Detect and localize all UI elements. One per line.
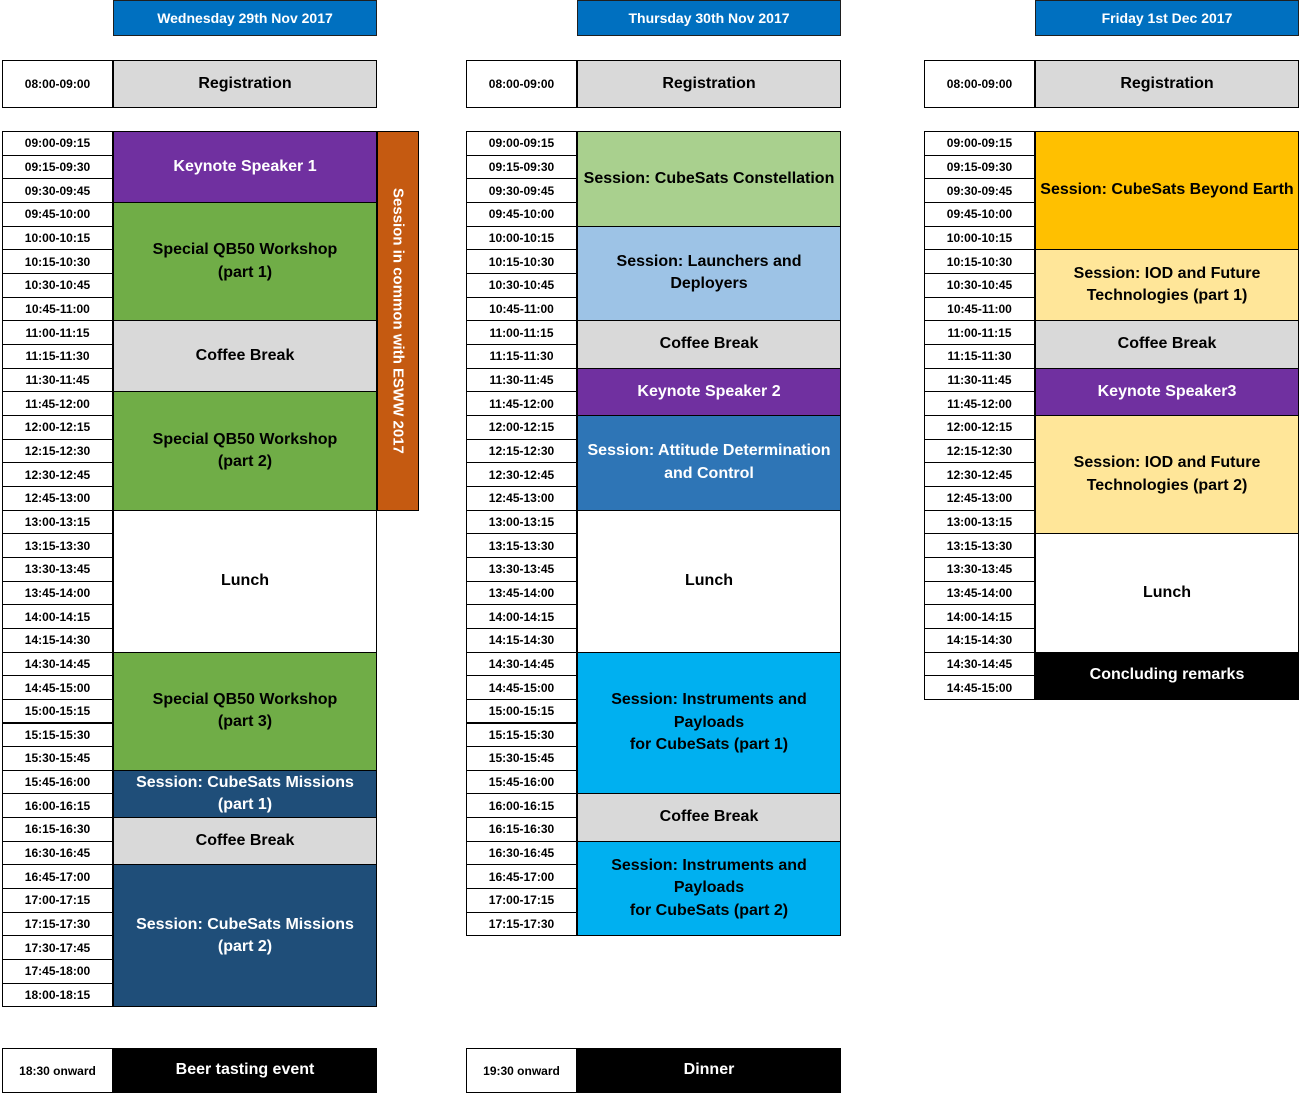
time-slot: 09:00-09:15	[2, 131, 113, 156]
time-slot: 13:15-13:30	[2, 533, 113, 558]
time-slot: 14:00-14:15	[466, 604, 577, 629]
time-slot: 15:00-15:15	[466, 699, 577, 724]
time-slot: 12:30-12:45	[466, 462, 577, 487]
evening-time: 18:30 onward	[2, 1048, 113, 1093]
session-block: Session: CubeSats Beyond Earth	[1035, 131, 1299, 250]
time-slot: 10:00-10:15	[466, 226, 577, 251]
time-slot: 10:45-11:00	[2, 297, 113, 322]
session-block: Session: Launchers and Deployers	[577, 226, 841, 322]
time-slot: 09:15-09:30	[466, 155, 577, 180]
evening-event: Beer tasting event	[113, 1048, 377, 1093]
time-slot: 17:00-17:15	[466, 888, 577, 913]
session-block: Keynote Speaker 2	[577, 368, 841, 416]
registration-block: Registration	[577, 60, 841, 108]
time-slot: 13:45-14:00	[924, 581, 1035, 606]
session-block: Special QB50 Workshop (part 2)	[113, 391, 377, 510]
time-slot: 16:45-17:00	[466, 864, 577, 889]
day-header: Friday 1st Dec 2017	[1035, 0, 1299, 36]
time-slot: 16:30-16:45	[466, 841, 577, 866]
registration-time: 08:00-09:00	[924, 60, 1035, 108]
time-slot: 10:30-10:45	[924, 273, 1035, 298]
registration-block: Registration	[1035, 60, 1299, 108]
time-slot: 12:15-12:30	[466, 439, 577, 464]
time-slot: 11:15-11:30	[2, 344, 113, 369]
session-block: Coffee Break	[577, 793, 841, 841]
time-slot: 15:15-15:30	[2, 723, 113, 748]
session-block: Session: IOD and Future Technologies (part 2)	[1035, 415, 1299, 534]
time-slot: 16:30-16:45	[2, 841, 113, 866]
time-slot: 14:30-14:45	[466, 652, 577, 677]
time-slot: 15:15-15:30	[466, 723, 577, 748]
time-slot: 11:30-11:45	[2, 368, 113, 393]
session-block: Session: CubeSats Constellation	[577, 131, 841, 227]
time-slot: 17:15-17:30	[2, 912, 113, 937]
time-slot: 15:00-15:15	[2, 699, 113, 724]
time-slot: 10:15-10:30	[466, 249, 577, 274]
session-block: Coffee Break	[113, 817, 377, 865]
time-slot: 10:15-10:30	[924, 249, 1035, 274]
time-slot: 13:30-13:45	[924, 557, 1035, 582]
session-block: Session: Instruments and Payloads for CubeSats (part 2)	[577, 841, 841, 937]
time-slot: 13:30-13:45	[2, 557, 113, 582]
time-slot: 11:30-11:45	[924, 368, 1035, 393]
time-slot: 17:15-17:30	[466, 912, 577, 937]
time-slot: 09:30-09:45	[466, 178, 577, 203]
session-block: Lunch	[1035, 533, 1299, 652]
time-slot: 14:15-14:30	[2, 628, 113, 653]
session-block: Lunch	[577, 510, 841, 653]
time-slot: 12:00-12:15	[466, 415, 577, 440]
evening-time: 19:30 onward	[466, 1048, 577, 1093]
session-block: Special QB50 Workshop (part 3)	[113, 652, 377, 771]
time-slot: 12:30-12:45	[924, 462, 1035, 487]
time-slot: 16:00-16:15	[2, 793, 113, 818]
session-block: Keynote Speaker3	[1035, 368, 1299, 416]
time-slot: 11:30-11:45	[466, 368, 577, 393]
time-slot: 12:00-12:15	[2, 415, 113, 440]
time-slot: 11:00-11:15	[466, 320, 577, 345]
time-slot: 13:00-13:15	[924, 510, 1035, 535]
time-slot: 09:15-09:30	[2, 155, 113, 180]
time-slot: 13:15-13:30	[466, 533, 577, 558]
time-slot: 09:45-10:00	[924, 202, 1035, 227]
session-block: Session: IOD and Future Technologies (part 1)	[1035, 249, 1299, 321]
session-block: Coffee Break	[113, 320, 377, 392]
time-slot: 12:15-12:30	[2, 439, 113, 464]
time-slot: 13:45-14:00	[2, 581, 113, 606]
time-slot: 14:45-15:00	[466, 675, 577, 700]
time-slot: 10:45-11:00	[466, 297, 577, 322]
time-slot: 17:45-18:00	[2, 959, 113, 984]
time-slot: 15:30-15:45	[2, 746, 113, 771]
time-slot: 14:30-14:45	[2, 652, 113, 677]
time-slot: 16:00-16:15	[466, 793, 577, 818]
time-slot: 10:30-10:45	[466, 273, 577, 298]
time-slot: 09:15-09:30	[924, 155, 1035, 180]
session-block: Keynote Speaker 1	[113, 131, 377, 203]
time-slot: 10:00-10:15	[2, 226, 113, 251]
evening-event: Dinner	[577, 1048, 841, 1093]
time-slot: 17:30-17:45	[2, 935, 113, 960]
time-slot: 12:45-13:00	[2, 486, 113, 511]
registration-time: 08:00-09:00	[2, 60, 113, 108]
time-slot: 13:45-14:00	[466, 581, 577, 606]
time-slot: 15:45-16:00	[466, 770, 577, 795]
time-slot: 15:45-16:00	[2, 770, 113, 795]
time-slot: 09:30-09:45	[2, 178, 113, 203]
time-slot: 12:45-13:00	[924, 486, 1035, 511]
time-slot: 12:45-13:00	[466, 486, 577, 511]
time-slot: 09:00-09:15	[924, 131, 1035, 156]
time-slot: 17:00-17:15	[2, 888, 113, 913]
day-header: Thursday 30th Nov 2017	[577, 0, 841, 36]
time-slot: 16:15-16:30	[2, 817, 113, 842]
time-slot: 13:30-13:45	[466, 557, 577, 582]
day-header: Wednesday 29th Nov 2017	[113, 0, 377, 36]
time-slot: 12:15-12:30	[924, 439, 1035, 464]
time-slot: 11:45-12:00	[924, 391, 1035, 416]
time-slot: 10:15-10:30	[2, 249, 113, 274]
time-slot: 13:00-13:15	[2, 510, 113, 535]
time-slot: 14:15-14:30	[466, 628, 577, 653]
session-block: Session: Instruments and Payloads for CubeSats (part 1)	[577, 652, 841, 795]
time-slot: 12:30-12:45	[2, 462, 113, 487]
time-slot: 09:30-09:45	[924, 178, 1035, 203]
time-slot: 14:30-14:45	[924, 652, 1035, 677]
time-slot: 14:15-14:30	[924, 628, 1035, 653]
common-session-block	[377, 131, 419, 511]
time-slot: 10:45-11:00	[924, 297, 1035, 322]
time-slot: 13:15-13:30	[924, 533, 1035, 558]
session-block: Coffee Break	[577, 320, 841, 368]
time-slot: 09:45-10:00	[2, 202, 113, 227]
time-slot: 10:30-10:45	[2, 273, 113, 298]
time-slot: 14:45-15:00	[2, 675, 113, 700]
session-block: Concluding remarks	[1035, 652, 1299, 700]
time-slot: 11:00-11:15	[2, 320, 113, 345]
session-block: Session: Attitude Determination and Control	[577, 415, 841, 511]
time-slot: 09:00-09:15	[466, 131, 577, 156]
session-block: Coffee Break	[1035, 320, 1299, 368]
time-slot: 09:45-10:00	[466, 202, 577, 227]
registration-block: Registration	[113, 60, 377, 108]
session-block: Lunch	[113, 510, 377, 653]
session-block: Session: CubeSats Missions (part 1)	[113, 770, 377, 818]
time-slot: 18:00-18:15	[2, 983, 113, 1008]
time-slot: 11:15-11:30	[466, 344, 577, 369]
time-slot: 14:00-14:15	[924, 604, 1035, 629]
registration-time: 08:00-09:00	[466, 60, 577, 108]
time-slot: 14:45-15:00	[924, 675, 1035, 700]
time-slot: 11:45-12:00	[2, 391, 113, 416]
time-slot: 11:00-11:15	[924, 320, 1035, 345]
session-block: Special QB50 Workshop (part 1)	[113, 202, 377, 321]
session-block: Session: CubeSats Missions (part 2)	[113, 864, 377, 1007]
time-slot: 16:45-17:00	[2, 864, 113, 889]
common-session-label: Session in common with ESWW 2017	[389, 187, 407, 454]
time-slot: 11:15-11:30	[924, 344, 1035, 369]
time-slot: 10:00-10:15	[924, 226, 1035, 251]
time-slot: 11:45-12:00	[466, 391, 577, 416]
time-slot: 12:00-12:15	[924, 415, 1035, 440]
time-slot: 16:15-16:30	[466, 817, 577, 842]
time-slot: 14:00-14:15	[2, 604, 113, 629]
time-slot: 13:00-13:15	[466, 510, 577, 535]
time-slot: 15:30-15:45	[466, 746, 577, 771]
